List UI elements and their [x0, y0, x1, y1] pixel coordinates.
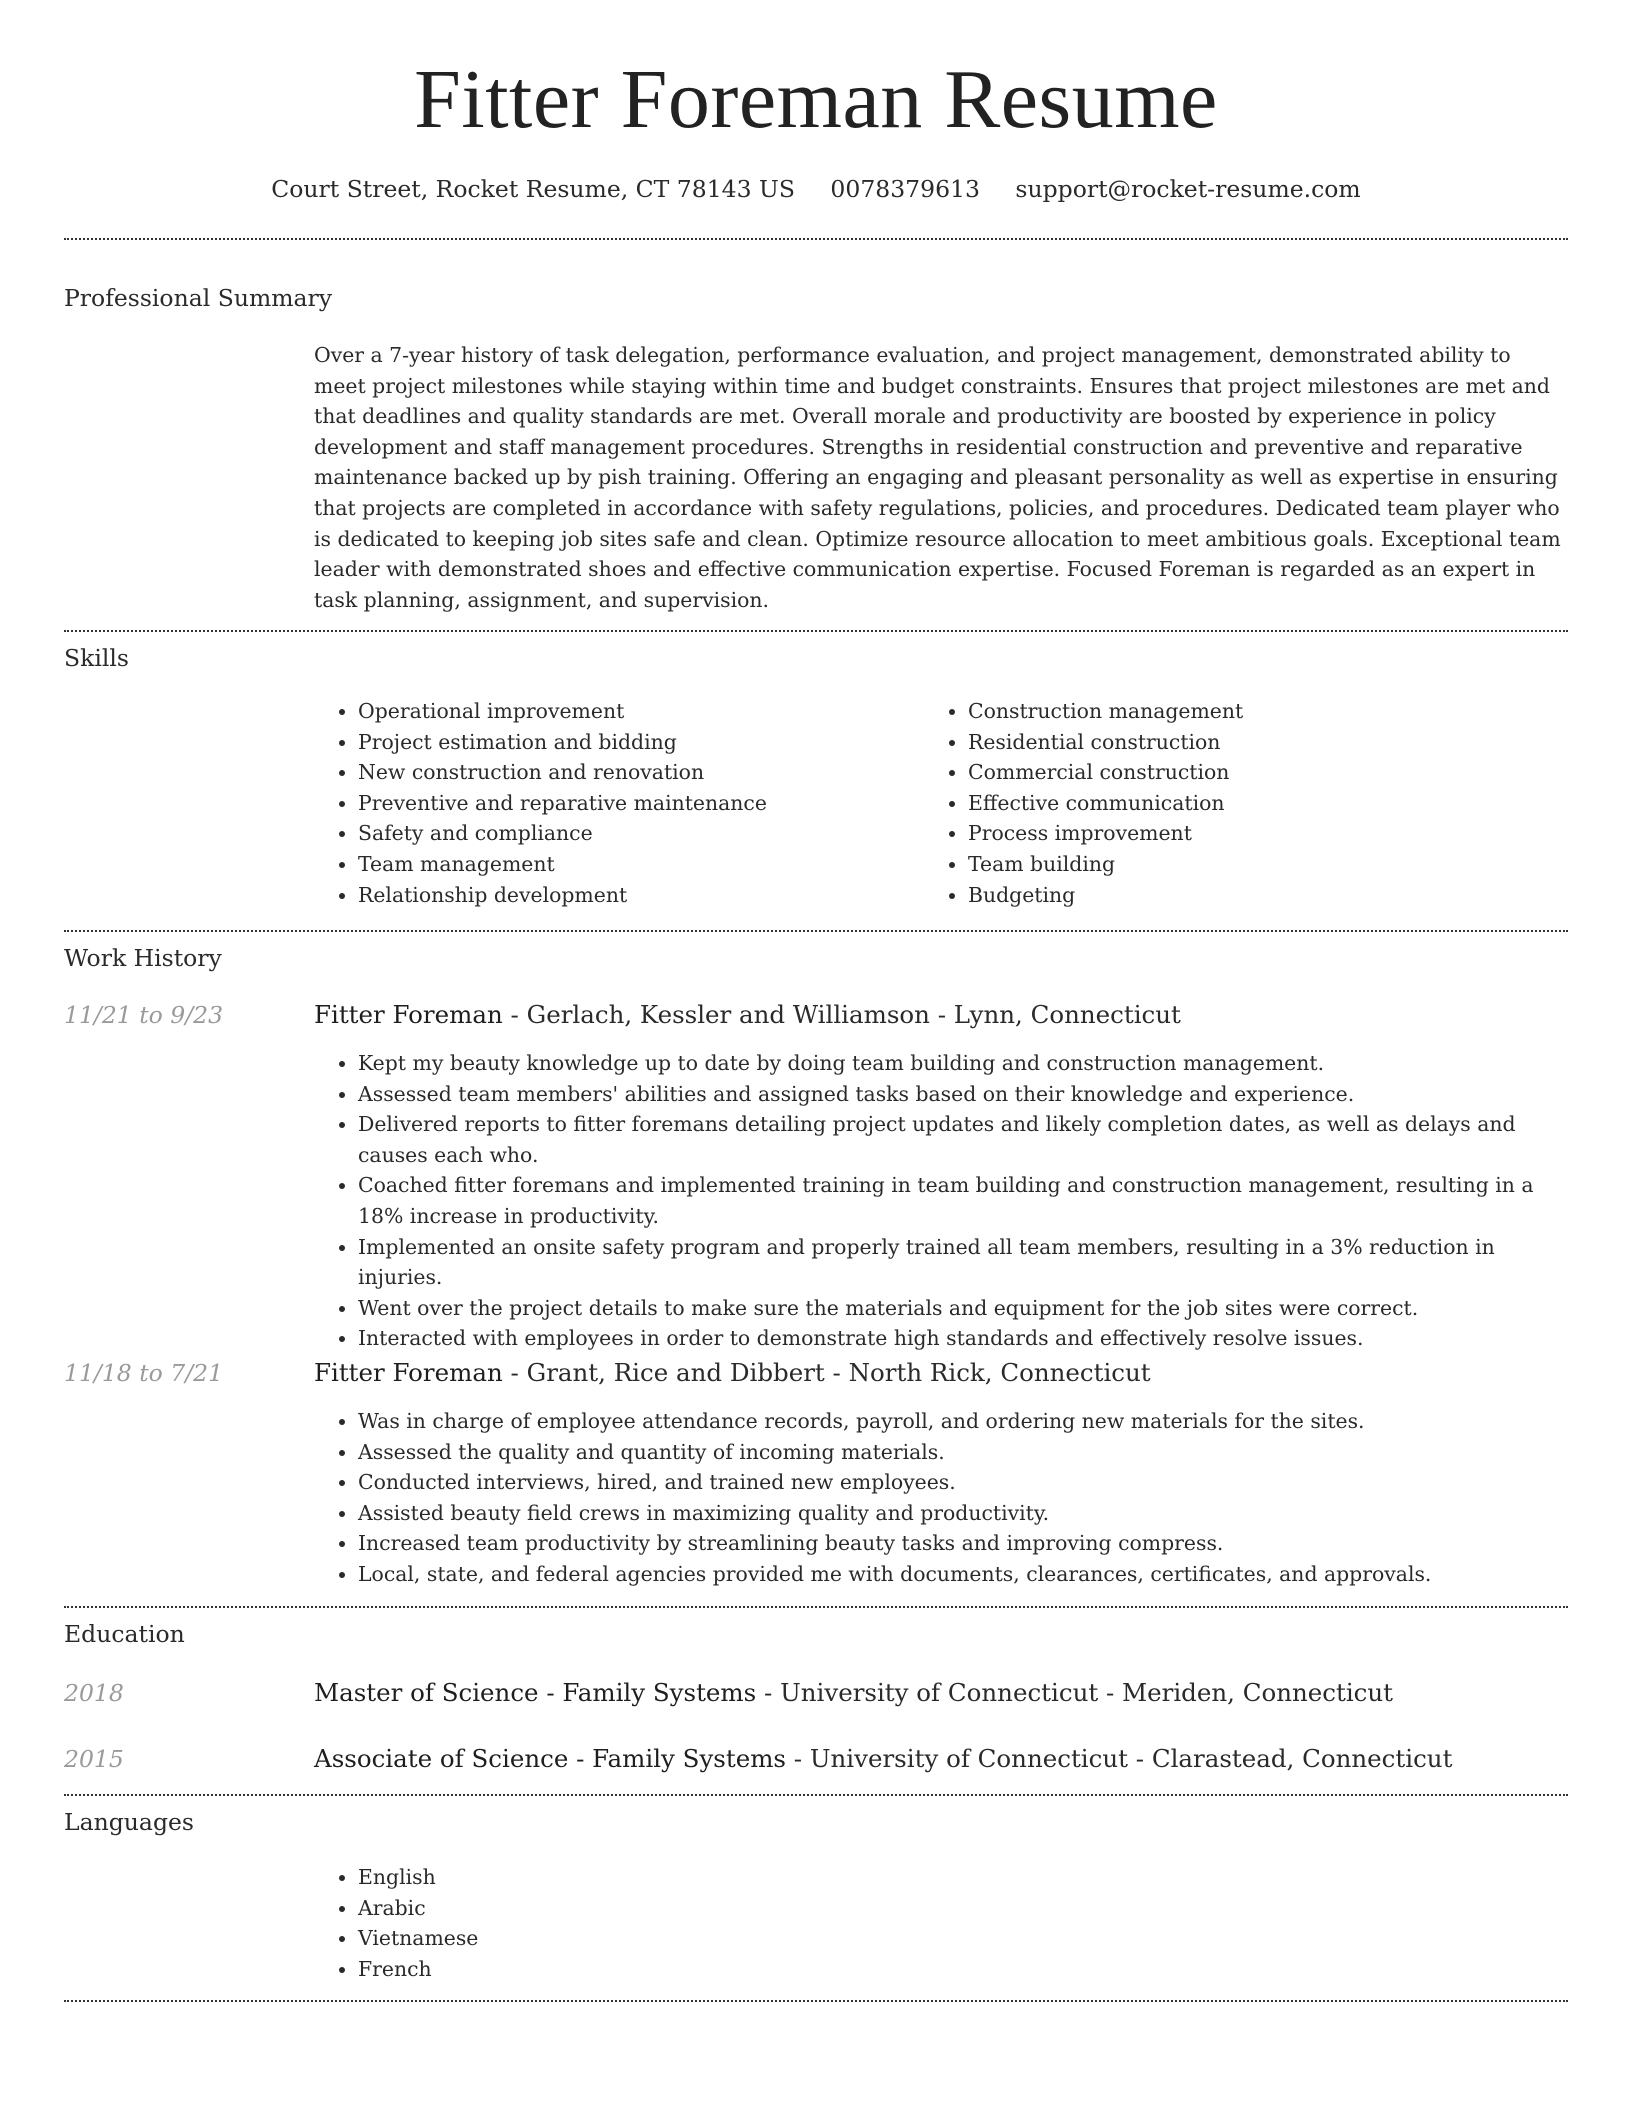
- list-item: • Budgeting: [968, 880, 1528, 911]
- job-heading: [314, 998, 1181, 1032]
- section-divider: [64, 238, 1568, 240]
- contact-email: support@rocket-resume.com: [1015, 175, 1361, 203]
- job-title: Fitter Foreman: [314, 1358, 503, 1387]
- list-item: • Implemented an onsite safety program and properly trained all team members, resulting in a 3% reduction in injuries.: [358, 1232, 1568, 1293]
- list-item: • Assessed the quality and quantity of incoming materials.: [358, 1437, 1568, 1468]
- contact-line: [64, 172, 1568, 206]
- list-item: • Safety and compliance: [358, 818, 918, 849]
- list-item: • Construction management: [968, 696, 1528, 727]
- education-entry: [314, 1676, 1393, 1710]
- section-divider: [64, 2000, 1568, 2002]
- list-item: • English: [358, 1862, 958, 1893]
- list-item: • Project estimation and bidding: [358, 727, 918, 758]
- resume-title: Fitter Foreman Resume: [414, 53, 1218, 146]
- education-degree: Master of Science - Family Systems: [314, 1678, 757, 1707]
- job-bullets: [314, 1048, 1568, 1354]
- list-item: • Increased team productivity by streamlining beauty tasks and improving compress.: [358, 1528, 1568, 1559]
- list-item: • Interacted with employees in order to demonstrate high standards and effectively resolve issues.: [358, 1323, 1568, 1354]
- summary-text: Over a 7-year history of task delegation, performance evaluation, and project management, demonstrated ability to meet project milestones while staying within time and budget constraints. Ensures that project milestones are met and that deadlines and quality standards are met. Overall morale and productivity are boosted by experience in policy development and staff management procedures. Strengths in residential construction and preventive and reparative maintenance backed up by pish training. Offering an engaging and pleasant personality as well as expertise in ensuring that projects are completed in accordance with safety regulations, policies, and procedures. Dedicated team player who is dedicated to keeping job sites safe and clean. Optimize resource allocation to meet ambitious goals. Exceptional team leader with demonstrated shoes and effective communication expertise. Focused Foreman is regarded as an expert in task planning, assignment, and supervision.: [314, 343, 1561, 612]
- section-divider: [64, 1606, 1568, 1608]
- list-item: • Delivered reports to fitter foremans detailing project updates and likely completion dates, as well as delays and causes each who.: [358, 1109, 1568, 1170]
- list-item: • Kept my beauty knowledge up to date by doing team building and construction management.: [358, 1048, 1568, 1079]
- job-title: Fitter Foreman: [314, 1000, 503, 1029]
- skills-heading: Skills: [64, 644, 129, 672]
- list-item: • Conducted interviews, hired, and trained new employees.: [358, 1467, 1568, 1498]
- job-dates: 11/18 to 7/21: [64, 1359, 224, 1387]
- summary-heading: Professional Summary: [64, 284, 333, 312]
- skills-list-left: [314, 696, 918, 910]
- contact-address: Court Street, Rocket Resume, CT 78143 US: [271, 175, 795, 203]
- job-dates: 11/21 to 9/23: [64, 1001, 224, 1029]
- job-heading: [314, 1356, 1151, 1390]
- education-heading: Education: [64, 1620, 185, 1648]
- list-item: • Arabic: [358, 1893, 958, 1924]
- education-year: 2018: [64, 1679, 124, 1707]
- skills-list-right: [924, 696, 1528, 910]
- list-item: • Assisted beauty field crews in maximizing quality and productivity.: [358, 1498, 1568, 1529]
- education-school: - University of Connecticut - Meriden, Connecticut: [756, 1678, 1394, 1707]
- list-item: • Vietnamese: [358, 1923, 958, 1954]
- section-divider: [64, 630, 1568, 632]
- languages-list: [314, 1862, 958, 1984]
- section-divider: [64, 1794, 1568, 1796]
- languages-heading: Languages: [64, 1808, 194, 1836]
- list-item: • Team management: [358, 849, 918, 880]
- education-entry: [314, 1742, 1452, 1776]
- list-item: • Effective communication: [968, 788, 1528, 819]
- list-item: • Operational improvement: [358, 696, 918, 727]
- education-degree: Associate of Science - Family Systems: [314, 1744, 787, 1773]
- list-item: • Process improvement: [968, 818, 1528, 849]
- list-item: • Residential construction: [968, 727, 1528, 758]
- list-item: • Local, state, and federal agencies provided me with documents, clearances, certificates, and approvals.: [358, 1559, 1568, 1590]
- job-employer: - Grant, Rice and Dibbert - North Rick, Connecticut: [502, 1358, 1151, 1387]
- contact-phone: 0078379613: [830, 175, 980, 203]
- list-item: • Went over the project details to make sure the materials and equipment for the job sites were correct.: [358, 1293, 1568, 1324]
- list-item: • Relationship development: [358, 880, 918, 911]
- section-divider: [64, 930, 1568, 932]
- list-item: • Preventive and reparative maintenance: [358, 788, 918, 819]
- education-school: - University of Connecticut - Clarastead, Connecticut: [786, 1744, 1453, 1773]
- list-item: • New construction and renovation: [358, 757, 918, 788]
- work-heading: Work History: [64, 944, 222, 972]
- job-employer: - Gerlach, Kessler and Williamson - Lynn, Connecticut: [502, 1000, 1181, 1029]
- list-item: • Team building: [968, 849, 1528, 880]
- job-bullets: [314, 1406, 1568, 1590]
- list-item: • Was in charge of employee attendance records, payroll, and ordering new materials for the sites.: [358, 1406, 1568, 1437]
- list-item: • Commercial construction: [968, 757, 1528, 788]
- list-item: • French: [358, 1954, 958, 1985]
- list-item: • Coached fitter foremans and implemented training in team building and construction management, resulting in a 18% increase in productivity.: [358, 1170, 1568, 1231]
- education-year: 2015: [64, 1745, 124, 1773]
- list-item: • Assessed team members' abilities and assigned tasks based on their knowledge and experience.: [358, 1079, 1568, 1110]
